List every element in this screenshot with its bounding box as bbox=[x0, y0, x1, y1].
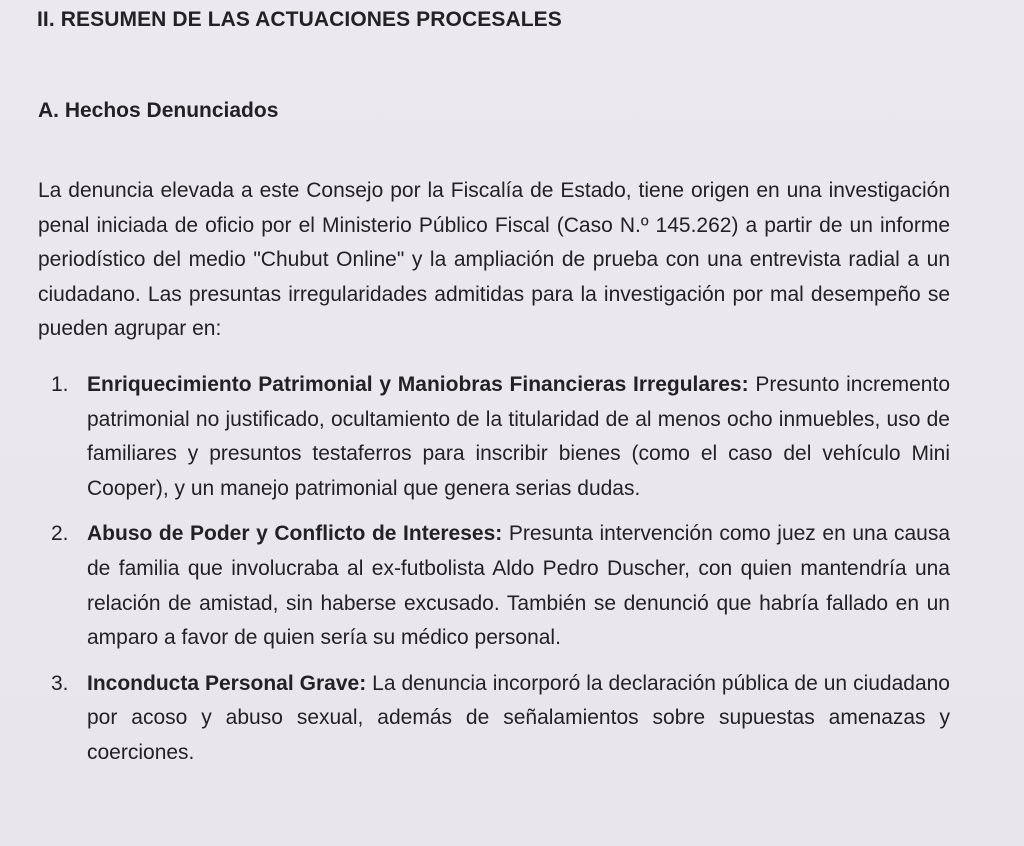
list-item-number: 1. bbox=[51, 373, 69, 396]
list-item-text: Presunta intervención como juez en una causa de familia que involucraba al ex-futbolista Aldo Pedro Duscher, con quien mantendría una relación de amistad, sin haberse excusado. También se denunció que habría fallado en un amparo a favor de quien sería su médico personal. bbox=[87, 522, 951, 650]
list-item-heading: Abuso de Poder y Conflicto de Intereses: bbox=[87, 522, 503, 546]
irregularities-list bbox=[38, 368, 950, 771]
list-item bbox=[38, 517, 950, 655]
intro-paragraph: La denuncia elevada a este Consejo por la Fiscalía de Estado, tiene origen en una investigación penal iniciada de oficio por el Ministerio Público Fiscal (Caso N.º 145.262) a partir de un informe periodístico del medio "Chubut Online" y la ampliación de prueba con una entrevista radial a un ciudadano. Las presuntas irregularidades admitidas para la investigación por mal desempeño se pueden agrupar en: bbox=[38, 179, 950, 341]
list-item-number: 2. bbox=[51, 522, 69, 546]
list-item-heading: Enriquecimiento Patrimonial y Maniobras Financieras Irregulares: bbox=[87, 373, 749, 396]
list-item-heading: Inconducta Personal Grave: bbox=[87, 671, 367, 695]
list-item-text: Presunto incremento patrimonial no justificado, ocultamiento de la titularidad de al menos ocho inmuebles, uso de familiares y presuntos testaferros para inscribir bienes (como el caso del vehículo Mini Cooper), y un manejo patrimonial que genera serias dudas. bbox=[87, 373, 950, 500]
section-title: II. RESUMEN DE LAS ACTUACIONES PROCESALES bbox=[37, 8, 562, 31]
list-item-number: 3. bbox=[51, 671, 69, 695]
list-item-text: La denuncia incorporó la declaración pública de un ciudadano por acoso y abuso sexual, además de señalamientos sobre supuestas amenazas y coerciones. bbox=[87, 671, 950, 764]
subsection-title: A. Hechos Denunciados bbox=[38, 99, 279, 122]
list-item bbox=[38, 368, 950, 506]
list-item bbox=[38, 667, 950, 771]
